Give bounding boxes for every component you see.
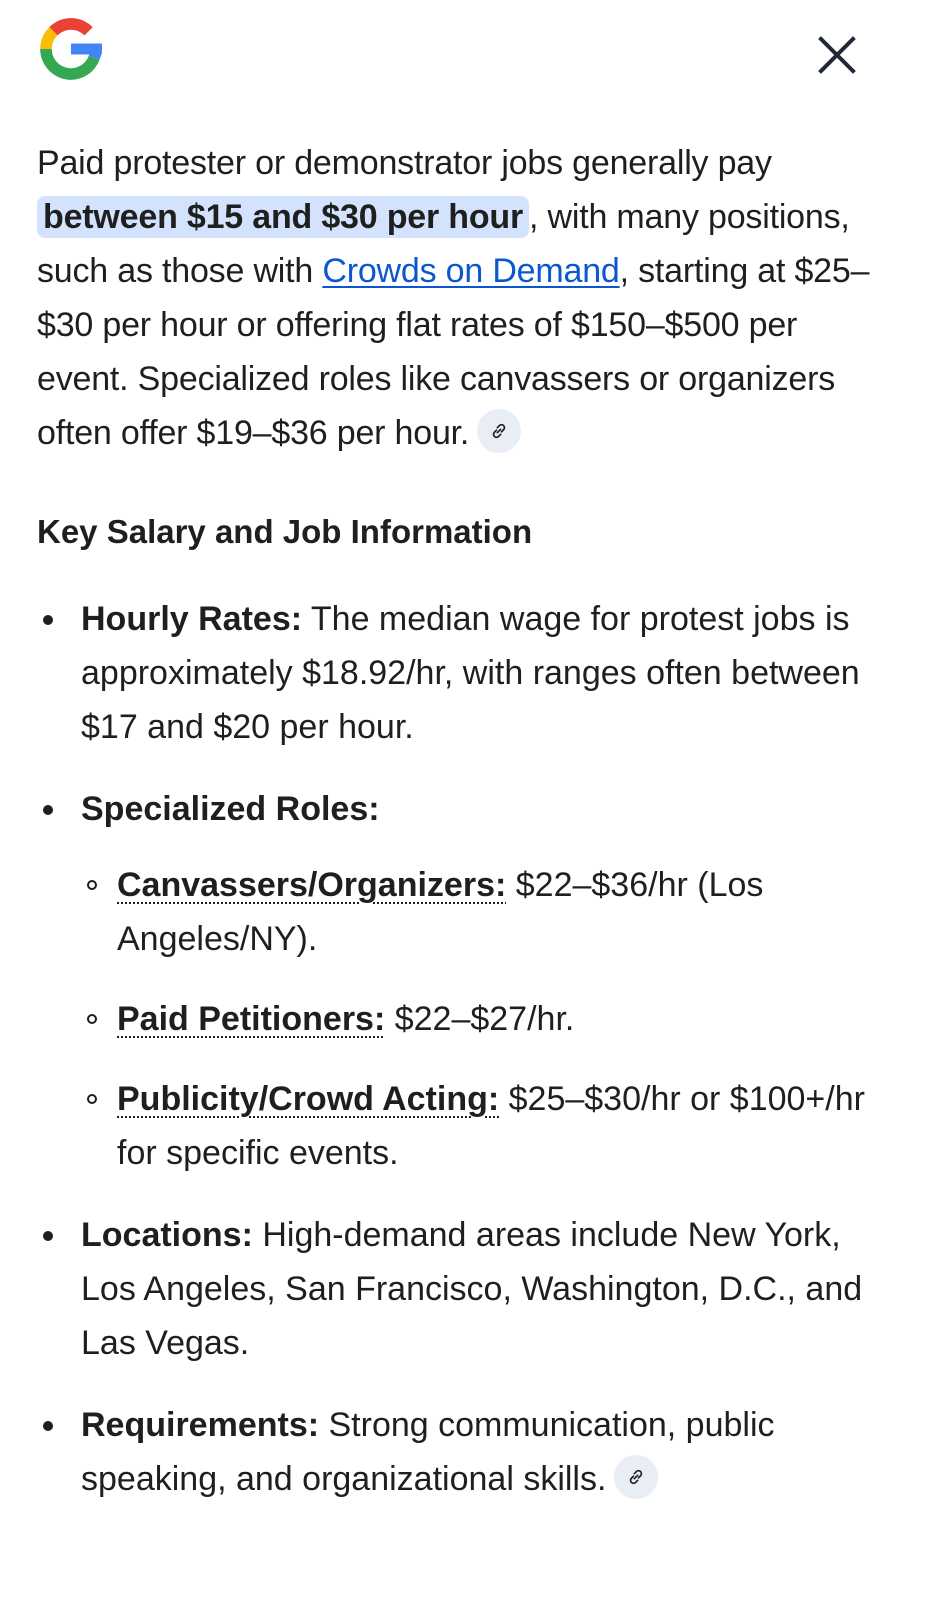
intro-text-2: , with many positions, such as those with <box>37 198 850 290</box>
google-g-logo <box>34 12 108 86</box>
link-icon <box>626 1467 646 1487</box>
intro-text-1: Paid protester or demonstrator jobs generally pay <box>37 144 772 182</box>
section-heading: Key Salary and Job Information <box>37 513 533 550</box>
specialized-roles-sublist <box>81 858 897 1180</box>
answer-content <box>37 136 897 1534</box>
source-link-chip[interactable] <box>477 409 521 453</box>
sublist-item-petitioners <box>81 992 897 1046</box>
intro-text-3: , starting at $25–$30 per hour or offering flat rates of $150–$500 per event. Specialized roles like canvassers or organizers often offer $19–$36 per hour. <box>37 252 870 452</box>
link-icon <box>489 421 509 441</box>
close-button[interactable] <box>808 26 866 84</box>
info-list <box>37 592 897 1506</box>
text-requirements: Strong communication, public speaking, and organizational skills. <box>81 1406 775 1498</box>
text-hourly-rates: The median wage for protest jobs is approximately $18.92/hr, with ranges often between $17 and $20 per hour. <box>81 600 860 746</box>
term-petitioners[interactable]: Paid Petitioners: <box>117 1000 386 1038</box>
sub-bullet <box>87 880 97 890</box>
intro-paragraph <box>37 136 897 460</box>
bullet <box>43 1421 53 1431</box>
list-item-specialized-roles <box>37 782 897 1180</box>
bullet <box>43 615 53 625</box>
close-icon <box>817 35 857 75</box>
text-petitioners: $22–$27/hr. <box>385 1000 575 1038</box>
source-link-chip[interactable] <box>614 1455 658 1499</box>
term-publicity[interactable]: Publicity/Crowd Acting: <box>117 1080 500 1118</box>
crowds-on-demand-link[interactable]: Crowds on Demand <box>322 252 620 290</box>
list-item-hourly-rates <box>37 592 897 754</box>
sublist-item-canvassers <box>81 858 897 966</box>
text-locations: High-demand areas include New York, Los Angeles, San Francisco, Washington, D.C., and Las Vegas. <box>81 1216 863 1362</box>
term-locations: Locations: <box>81 1216 253 1254</box>
highlighted-answer: between $15 and $30 per hour <box>37 196 529 238</box>
text-canvassers: $22–$36/hr (Los Angeles/NY). <box>117 866 764 958</box>
bullet <box>43 1231 53 1241</box>
term-specialized-roles: Specialized Roles: <box>81 790 380 828</box>
term-requirements: Requirements: <box>81 1406 320 1444</box>
bullet <box>43 805 53 815</box>
text-publicity: $25–$30/hr or $100+/hr for specific events. <box>117 1080 865 1172</box>
term-canvassers[interactable]: Canvassers/Organizers: <box>117 866 507 904</box>
list-item-requirements <box>37 1398 897 1506</box>
sublist-item-publicity <box>81 1072 897 1180</box>
list-item-locations <box>37 1208 897 1370</box>
sub-bullet <box>87 1094 97 1104</box>
term-hourly-rates: Hourly Rates: <box>81 600 303 638</box>
top-bar <box>0 0 940 110</box>
sub-bullet <box>87 1014 97 1024</box>
